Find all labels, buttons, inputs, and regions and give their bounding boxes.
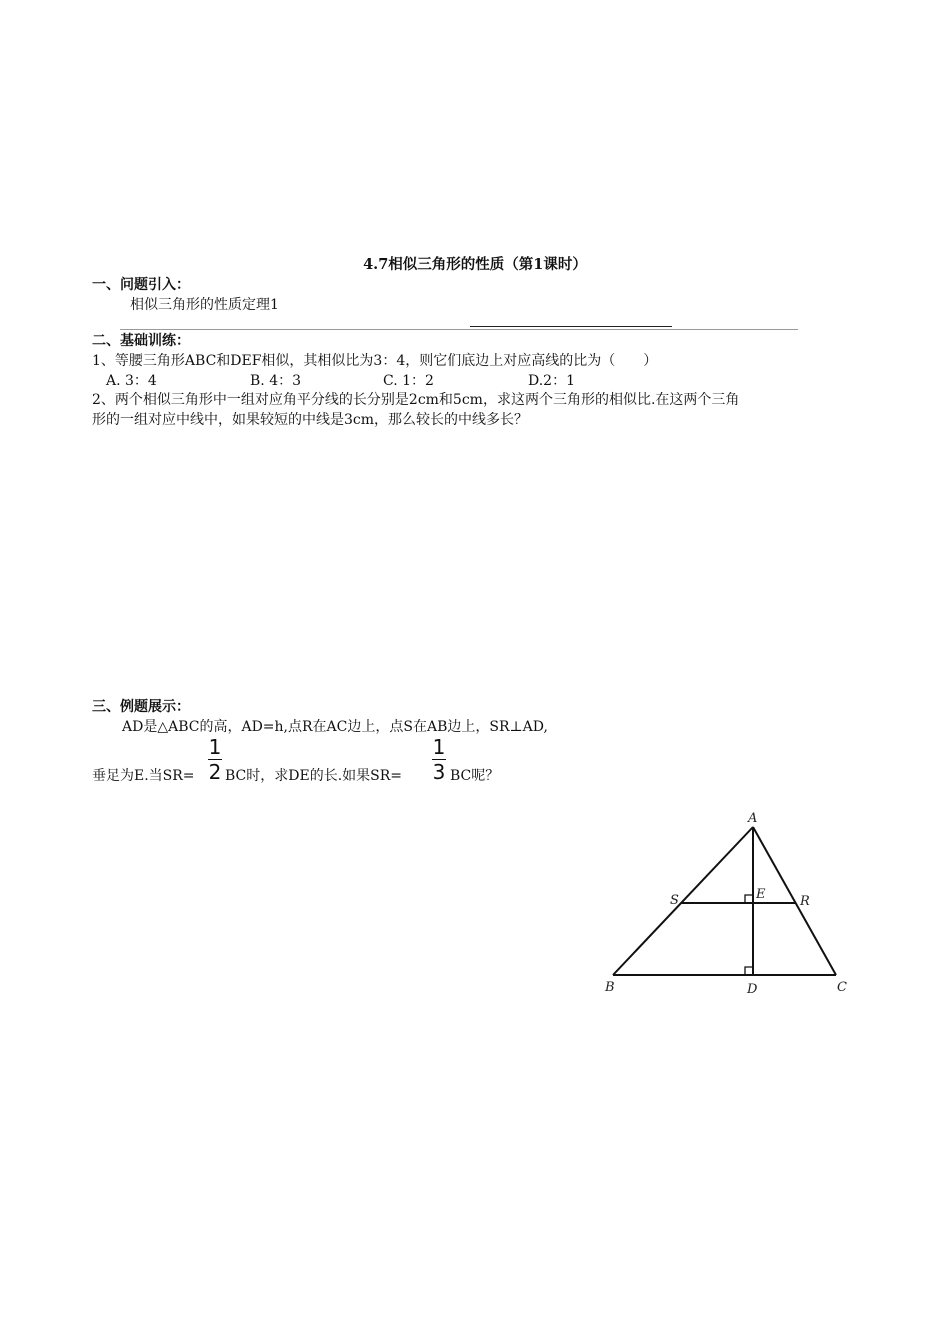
label-e: E — [756, 887, 766, 902]
page-title: 4.7相似三角形的性质（第1课时） — [363, 256, 587, 273]
section3-heading: 三、例题展示： — [92, 699, 190, 715]
fraction-denominator: 2 — [208, 760, 222, 784]
question-1: 1、等腰三角形ABC和DEF相似，其相似比为3：4，则它们底边上对应高线的比为（ ） — [92, 353, 658, 369]
question-2-line-1: 2、两个相似三角形中一组对应角平分线的长分别是2cm和5cm，求这两个三角形的相似比.在这两个三角 — [92, 392, 740, 408]
option-d: D.2：1 — [528, 373, 575, 389]
fraction-numerator: 1 — [432, 735, 446, 759]
label-c: C — [837, 980, 847, 995]
triangle-figure — [590, 805, 870, 1005]
label-s: S — [670, 893, 679, 908]
option-b: B. 4：3 — [250, 373, 302, 389]
fraction-one-third — [430, 735, 448, 784]
section1-heading: 一、问题引入： — [92, 277, 190, 293]
question-2-line-2: 形的一组对应中线中，如果较短的中线是3cm，那么较长的中线多长？ — [92, 412, 529, 428]
label-b: B — [605, 980, 615, 995]
fraction-denominator: 3 — [432, 760, 446, 784]
section1-theorem-line: 相似三角形的性质定理1 — [130, 297, 279, 313]
fraction-one-half — [206, 735, 224, 784]
example-line-1: AD是△ABC的高，AD=h,点R在AC边上，点S在AB边上，SR⊥AD, — [122, 719, 548, 735]
example-line-2-part-a: 垂足为E.当SR= — [92, 768, 195, 784]
label-r: R — [800, 894, 810, 909]
label-d: D — [747, 982, 758, 997]
section2-heading: 二、基础训练： — [92, 333, 190, 349]
right-angle-mark-d — [745, 967, 753, 975]
example-line-2-part-c: BC呢？ — [450, 768, 500, 784]
example-line-2-part-b: BC时，求DE的长.如果SR= — [225, 768, 403, 784]
right-angle-mark-e — [745, 895, 753, 903]
fill-in-underline-dark — [470, 326, 672, 327]
side-ab — [613, 827, 753, 975]
option-a: A. 3：4 — [106, 373, 157, 389]
fill-in-underline — [120, 329, 798, 330]
fraction-numerator: 1 — [208, 735, 222, 759]
option-c: C. 1：2 — [383, 373, 434, 389]
label-a: A — [748, 811, 758, 826]
